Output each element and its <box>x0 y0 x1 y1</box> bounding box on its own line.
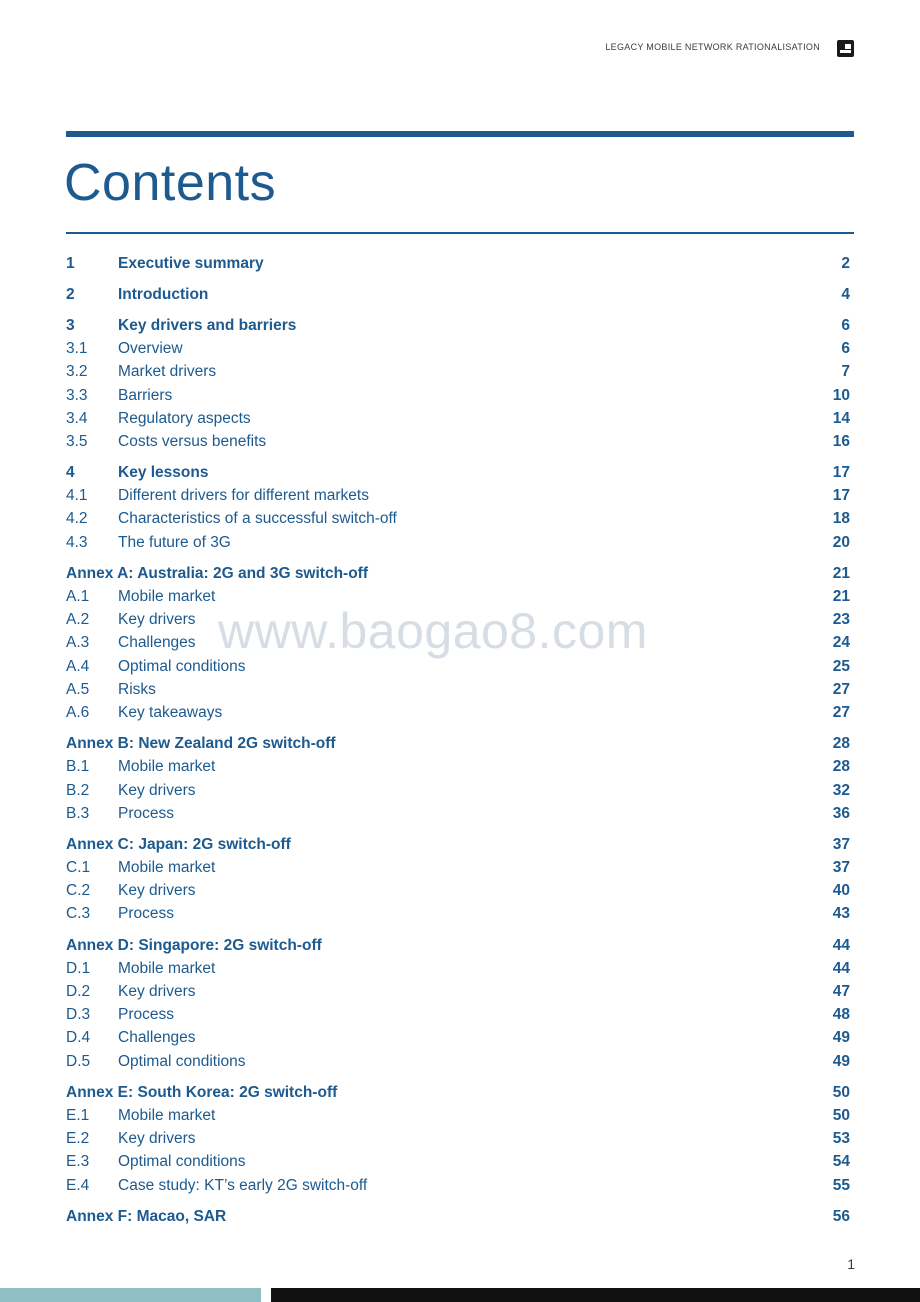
toc-entry-label: Optimal conditions <box>118 1052 246 1070</box>
toc-entry-label: Barriers <box>118 386 173 404</box>
toc-entry-label: Challenges <box>118 634 196 652</box>
toc-entry-number: D.3 <box>66 1006 91 1024</box>
toc-entry-page: 17 <box>832 464 850 482</box>
toc-entry-page: 50 <box>832 1106 850 1124</box>
toc-entry-label: Annex C: Japan: 2G switch-off <box>66 835 291 853</box>
toc-section <box>66 733 850 826</box>
toc-entry-label: Annex F: Macao, SAR <box>66 1207 227 1225</box>
toc-entry[interactable] <box>66 1128 850 1151</box>
footer-bar-dark <box>271 1288 920 1302</box>
toc-entry[interactable] <box>66 802 850 825</box>
toc-entry-page: 48 <box>832 1006 850 1024</box>
toc-entry-number: A.3 <box>66 634 90 652</box>
toc-entry[interactable] <box>66 779 850 802</box>
toc-entry-number: E.2 <box>66 1130 90 1148</box>
toc-entry-label: Challenges <box>118 1029 196 1047</box>
toc-entry-label: Key drivers <box>118 882 196 900</box>
toc-entry[interactable] <box>66 655 850 678</box>
toc-entry-number: 3.5 <box>66 432 88 450</box>
toc-section <box>66 562 850 724</box>
toc-entry-number: 3.2 <box>66 363 88 381</box>
toc-entry-number: E.1 <box>66 1106 90 1124</box>
toc-entry[interactable] <box>66 957 850 980</box>
toc-entry-number: B.1 <box>66 758 90 776</box>
toc-entry-page: 14 <box>832 409 850 427</box>
toc-entry-page: 20 <box>832 533 850 551</box>
toc-entry[interactable] <box>66 384 850 407</box>
toc-entry-page: 6 <box>841 340 850 358</box>
toc-entry-page: 17 <box>832 487 850 505</box>
toc-entry-page: 56 <box>832 1207 850 1225</box>
toc-entry-label: Market drivers <box>118 363 217 381</box>
toc-entry-page: 24 <box>832 634 850 652</box>
toc-entry-label: Introduction <box>118 285 209 303</box>
toc-annex-heading[interactable] <box>66 562 850 585</box>
toc-section <box>66 462 850 555</box>
toc-annex-heading[interactable] <box>66 1205 850 1228</box>
toc-entry[interactable] <box>66 1104 850 1127</box>
table-of-contents <box>66 252 850 1236</box>
toc-entry-label: Mobile market <box>118 859 216 877</box>
toc-section <box>66 1081 850 1197</box>
toc-annex-heading[interactable] <box>66 833 850 856</box>
toc-entry-number: 1 <box>66 254 75 272</box>
toc-entry-page: 23 <box>832 611 850 629</box>
toc-entry[interactable] <box>66 1174 850 1197</box>
running-header: LEGACY MOBILE NETWORK RATIONALISATION <box>605 42 820 52</box>
toc-entry-number: C.1 <box>66 859 91 877</box>
toc-entry-number: 3.1 <box>66 340 88 358</box>
toc-entry-page: 36 <box>832 804 850 822</box>
toc-entry-page: 27 <box>832 680 850 698</box>
toc-entry-page: 37 <box>832 835 850 853</box>
toc-entry-label: Key drivers <box>118 781 196 799</box>
toc-entry-label: Different drivers for different markets <box>118 487 369 505</box>
toc-entry-number: A.2 <box>66 611 90 629</box>
toc-entry-page: 7 <box>841 363 850 381</box>
toc-entry-number: B.3 <box>66 804 90 822</box>
toc-entry[interactable] <box>66 585 850 608</box>
toc-entry-number: C.2 <box>66 882 91 900</box>
toc-entry[interactable] <box>66 1027 850 1050</box>
toc-entry-label: Overview <box>118 340 183 358</box>
toc-entry-page: 27 <box>832 703 850 721</box>
toc-entry[interactable] <box>66 531 850 554</box>
toc-entry-number: A.5 <box>66 680 90 698</box>
toc-entry-page: 18 <box>832 510 850 528</box>
toc-entry-label: Optimal conditions <box>118 1153 246 1171</box>
toc-entry-page: 49 <box>832 1052 850 1070</box>
toc-entry-label: Mobile market <box>118 758 216 776</box>
toc-entry-number: C.3 <box>66 905 91 923</box>
toc-section <box>66 283 850 306</box>
toc-entry[interactable] <box>66 980 850 1003</box>
toc-entry-page: 21 <box>832 564 850 582</box>
toc-annex-heading[interactable] <box>66 1081 850 1104</box>
toc-entry[interactable] <box>66 903 850 926</box>
toc-entry-number: 4.2 <box>66 510 88 528</box>
toc-entry-page: 4 <box>841 285 850 303</box>
toc-section-heading[interactable] <box>66 283 850 306</box>
toc-entry-label: Key drivers <box>118 1130 196 1148</box>
toc-entry[interactable] <box>66 338 850 361</box>
toc-entry-number: D.2 <box>66 983 91 1001</box>
page-number: 1 <box>847 1256 855 1272</box>
toc-entry-label: Process <box>118 804 174 822</box>
toc-entry-number: 4 <box>66 464 75 482</box>
toc-entry-number: E.3 <box>66 1153 90 1171</box>
toc-entry[interactable] <box>66 508 850 531</box>
toc-entry-number: D.1 <box>66 959 91 977</box>
toc-entry-page: 50 <box>832 1083 850 1101</box>
toc-entry-label: Mobile market <box>118 1106 216 1124</box>
toc-entry-page: 47 <box>832 983 850 1001</box>
toc-entry-number: B.2 <box>66 781 90 799</box>
toc-entry[interactable] <box>66 880 850 903</box>
toc-entry-label: Case study: KT’s early 2G switch-off <box>118 1176 368 1194</box>
toc-entry[interactable] <box>66 485 850 508</box>
toc-entry-page: 28 <box>832 735 850 753</box>
toc-entry[interactable] <box>66 430 850 453</box>
toc-entry-page: 55 <box>832 1176 850 1194</box>
toc-entry-label: Process <box>118 1006 174 1024</box>
toc-entry-label: Annex B: New Zealand 2G switch-off <box>66 735 336 753</box>
toc-entry-label: Key lessons <box>118 464 209 482</box>
toc-entry[interactable] <box>66 756 850 779</box>
toc-annex-heading[interactable] <box>66 934 850 957</box>
toc-entry[interactable] <box>66 1151 850 1174</box>
toc-entry-label: The future of 3G <box>118 533 231 551</box>
toc-entry-number: 2 <box>66 285 75 303</box>
toc-annex-heading[interactable] <box>66 733 850 756</box>
top-divider <box>66 131 854 137</box>
toc-entry-page: 44 <box>832 959 850 977</box>
toc-entry-page: 2 <box>841 254 850 272</box>
toc-entry-page: 54 <box>832 1153 850 1171</box>
toc-entry[interactable] <box>66 361 850 384</box>
toc-entry-label: Key drivers <box>118 983 196 1001</box>
toc-entry-page: 49 <box>832 1029 850 1047</box>
toc-entry-page: 40 <box>832 882 850 900</box>
toc-entry-label: Annex E: South Korea: 2G switch-off <box>66 1083 338 1101</box>
toc-entry-page: 6 <box>841 316 850 334</box>
toc-entry-page: 43 <box>832 905 850 923</box>
gsma-logo-icon <box>837 40 854 57</box>
toc-entry-label: Regulatory aspects <box>118 409 251 427</box>
toc-entry[interactable] <box>66 407 850 430</box>
toc-entry-number: D.4 <box>66 1029 91 1047</box>
toc-entry-number: 4.1 <box>66 487 88 505</box>
toc-entry-number: A.4 <box>66 657 90 675</box>
toc-entry-page: 53 <box>832 1130 850 1148</box>
toc-entry-label: Executive summary <box>118 254 264 272</box>
toc-entry-number: E.4 <box>66 1176 90 1194</box>
toc-entry-page: 28 <box>832 758 850 776</box>
toc-entry-label: Risks <box>118 680 156 698</box>
toc-entry-label: Optimal conditions <box>118 657 246 675</box>
toc-entry-label: Costs versus benefits <box>118 432 267 450</box>
toc-entry[interactable] <box>66 609 850 632</box>
toc-entry-label: Key drivers and barriers <box>118 316 297 334</box>
toc-section <box>66 934 850 1073</box>
toc-entry[interactable] <box>66 857 850 880</box>
toc-entry-number: D.5 <box>66 1052 91 1070</box>
toc-entry[interactable] <box>66 1050 850 1073</box>
toc-entry-page: 10 <box>832 386 850 404</box>
toc-entry-page: 21 <box>832 588 850 606</box>
toc-entry-label: Annex A: Australia: 2G and 3G switch-off <box>66 564 369 582</box>
toc-section-heading[interactable] <box>66 462 850 485</box>
toc-entry[interactable] <box>66 701 850 724</box>
toc-section-heading[interactable] <box>66 314 850 337</box>
toc-section <box>66 833 850 926</box>
toc-section <box>66 314 850 453</box>
toc-entry-number: 3 <box>66 316 75 334</box>
toc-entry-label: Mobile market <box>118 959 216 977</box>
toc-entry-number: A.6 <box>66 703 90 721</box>
toc-section <box>66 252 850 275</box>
page-title: Contents <box>64 154 277 212</box>
toc-section-heading[interactable] <box>66 252 850 275</box>
watermark: www.baogao8.com <box>218 603 648 659</box>
toc-entry-label: Process <box>118 905 174 923</box>
footer-bar-accent <box>0 1288 261 1302</box>
toc-entry-label: Annex D: Singapore: 2G switch-off <box>66 936 322 954</box>
toc-section <box>66 1205 850 1228</box>
toc-entry[interactable] <box>66 632 850 655</box>
toc-entry-page: 37 <box>832 859 850 877</box>
toc-entry-page: 16 <box>832 432 850 450</box>
toc-entry-number: 3.3 <box>66 386 88 404</box>
toc-entry[interactable] <box>66 678 850 701</box>
toc-entry-page: 32 <box>832 781 850 799</box>
toc-entry-label: Key drivers <box>118 611 196 629</box>
toc-entry-number: 4.3 <box>66 533 88 551</box>
toc-entry-number: 3.4 <box>66 409 88 427</box>
toc-entry-page: 44 <box>832 936 850 954</box>
toc-entry-label: Characteristics of a successful switch-off <box>118 510 397 528</box>
toc-entry[interactable] <box>66 1004 850 1027</box>
toc-entry-label: Mobile market <box>118 588 216 606</box>
title-divider <box>66 232 854 234</box>
toc-entry-page: 25 <box>832 657 850 675</box>
toc-entry-label: Key takeaways <box>118 703 223 721</box>
toc-entry-number: A.1 <box>66 588 90 606</box>
